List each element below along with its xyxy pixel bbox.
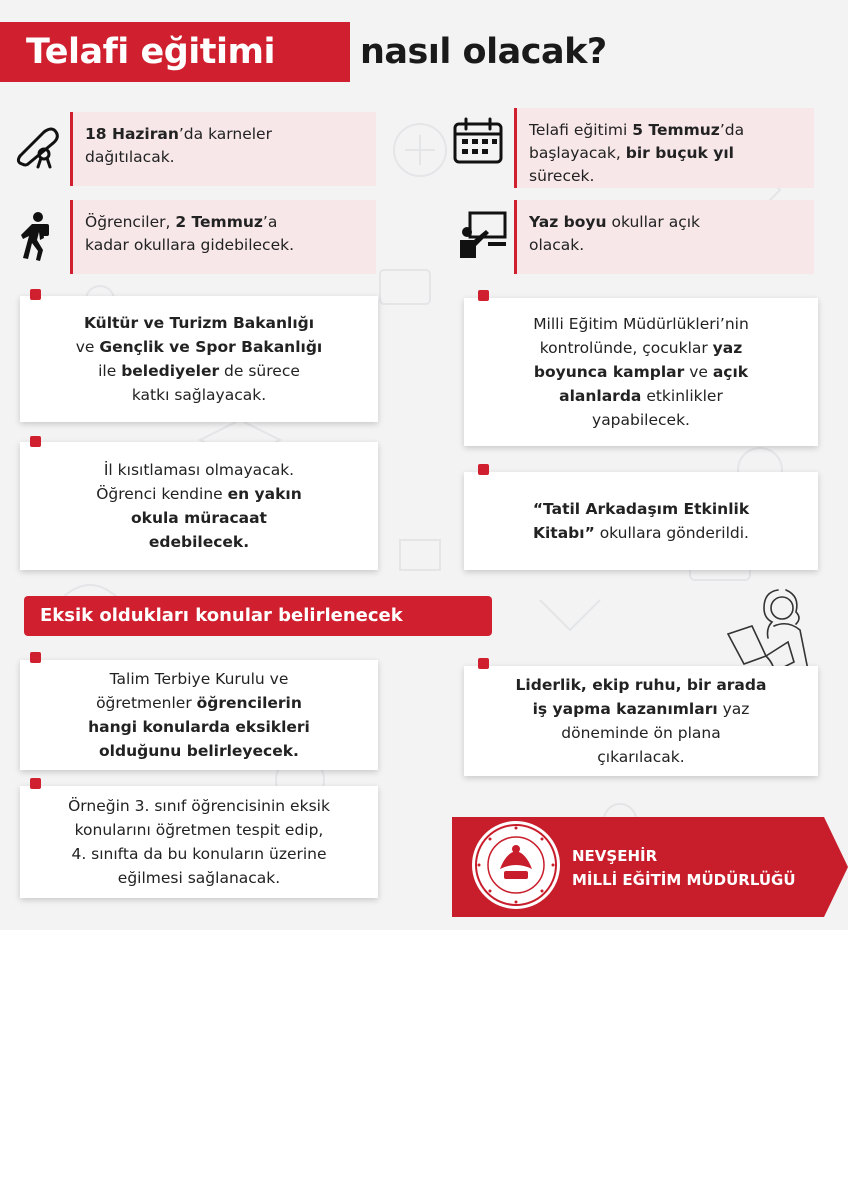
card-tab	[30, 436, 41, 447]
card-talim-text	[62, 667, 336, 763]
c4-b1: “Tatil Arkadaşım Etkinlik	[532, 500, 750, 518]
info-telafi-pre: Telafi eğitimi	[529, 121, 633, 139]
card-tab	[478, 290, 489, 301]
teacher-board-icon	[458, 210, 508, 258]
c2-b1: yaz	[712, 339, 743, 357]
c1-b1: Kültür ve Turizm Bakanlığı	[83, 314, 315, 332]
meb-seal-icon	[470, 819, 562, 911]
info-okullar-pre: Öğrenciler,	[85, 213, 176, 231]
c1-b3: belediyeler	[121, 362, 220, 380]
info-yaz-post: okullar açık	[606, 213, 701, 231]
c6-t2: döneminde ön plana	[561, 724, 721, 742]
info-yaz-line2: olacak.	[529, 236, 585, 254]
card-tatil-kitabi	[464, 472, 818, 570]
card-kamplar-text	[507, 312, 775, 432]
c2-t5: yapabilecek.	[592, 411, 690, 429]
info-okullar-bold: 2 Temmuz	[175, 213, 263, 231]
card-talim-terbiye	[20, 660, 378, 770]
info-okullar	[70, 200, 376, 274]
card-tab	[30, 652, 41, 663]
c2-b2: boyunca kamplar	[533, 363, 685, 381]
c5-b2: hangi konularda eksikleri	[88, 718, 310, 736]
info-yaz	[514, 200, 814, 274]
walking-student-icon	[18, 212, 54, 262]
c4-b2: Kitabı”	[532, 524, 595, 542]
info-telafi-line2: başlayacak,	[529, 144, 626, 162]
info-karne-line2: dağıtılacak.	[85, 148, 175, 166]
c2-b4: alanlarda	[559, 387, 642, 405]
card-tab	[30, 778, 41, 789]
c2-t4: etkinlikler	[641, 387, 723, 405]
c3-b1: en yakın	[227, 485, 302, 503]
info-telafi-mid: ’da	[719, 121, 745, 139]
card-bakanliklar-text	[50, 311, 349, 407]
card-il-text	[70, 458, 328, 554]
c7-t3: 4. sınıfta da bu konuların üzerine	[71, 845, 327, 863]
info-okullar-line2: kadar okullara gidebilecek.	[85, 236, 295, 254]
c6-b1: Liderlik, ekip ruhu, bir arada	[515, 676, 767, 694]
info-yaz-bold: Yaz boyu	[529, 213, 607, 231]
diploma-icon	[14, 120, 64, 170]
c3-t2: Öğrenci kendine	[96, 485, 228, 503]
c3-b3: edebilecek.	[148, 533, 250, 551]
info-okullar-post: ’a	[262, 213, 278, 231]
info-karne-bold: 18 Haziran	[85, 125, 179, 143]
c7-t1: Örneğin 3. sınıf öğrencisinin eksik	[68, 797, 330, 815]
footer-text	[572, 844, 796, 892]
c2-b3: açık	[712, 363, 749, 381]
c7-t4: eğilmesi sağlanacak.	[117, 869, 281, 887]
c1-t4: katkı sağlayacak.	[131, 386, 267, 404]
c5-t2: öğretmenler	[96, 694, 197, 712]
c5-b3: olduğunu belirleyecek.	[99, 742, 299, 760]
c5-b1: öğrencilerin	[196, 694, 302, 712]
info-telafi-line3: sürecek.	[529, 167, 595, 185]
info-karne	[70, 112, 376, 186]
info-telafi	[514, 108, 814, 188]
info-telafi-bold1: 5 Temmuz	[632, 121, 720, 139]
card-tab	[478, 658, 489, 669]
info-telafi-bold2: bir buçuk yıl	[625, 144, 734, 162]
card-il-kisitlamasi	[20, 442, 378, 570]
c6-t3: çıkarılacak.	[597, 748, 685, 766]
card-liderlik	[464, 666, 818, 776]
c1-t2: ile	[98, 362, 122, 380]
c1-t3: de sürece	[219, 362, 300, 380]
card-bakanliklar	[20, 296, 378, 422]
card-tab	[478, 464, 489, 475]
footer-line2: MİLLİ EĞİTİM MÜDÜRLÜĞÜ	[572, 871, 796, 889]
c7-t2: konularını öğretmen tespit edip,	[74, 821, 324, 839]
c1-t1: ve	[75, 338, 100, 356]
footer-line1: NEVŞEHİR	[572, 847, 658, 865]
c1-b2: Gençlik ve Spor Bakanlığı	[99, 338, 323, 356]
card-liderlik-text	[490, 673, 793, 769]
card-tatil-text	[507, 497, 775, 545]
c2-t1: Milli Eğitim Müdürlükleri’nin	[533, 315, 749, 333]
calendar-icon	[452, 116, 504, 166]
c6-b2: iş yapma kazanımları	[532, 700, 718, 718]
card-ornek-text	[42, 794, 356, 890]
info-karne-text: ’da karneler	[178, 125, 272, 143]
c5-t1: Talim Terbiye Kurulu ve	[109, 670, 289, 688]
section-title: Eksik oldukları konular belirlenecek	[24, 596, 492, 636]
card-kamplar	[464, 298, 818, 446]
c2-t2: kontrolünde, çocuklar	[539, 339, 713, 357]
c6-t1: yaz	[717, 700, 750, 718]
title-rest: nasıl olacak?	[360, 32, 607, 72]
c3-b2: okula müracaat	[131, 509, 267, 527]
c4-t1: okullara gönderildi.	[594, 524, 749, 542]
c2-t3: ve	[684, 363, 713, 381]
card-ornek	[20, 786, 378, 898]
card-tab	[30, 289, 41, 300]
c3-t1: İl kısıtlaması olmayacak.	[103, 461, 295, 479]
title-highlight: Telafi eğitimi	[0, 22, 350, 82]
